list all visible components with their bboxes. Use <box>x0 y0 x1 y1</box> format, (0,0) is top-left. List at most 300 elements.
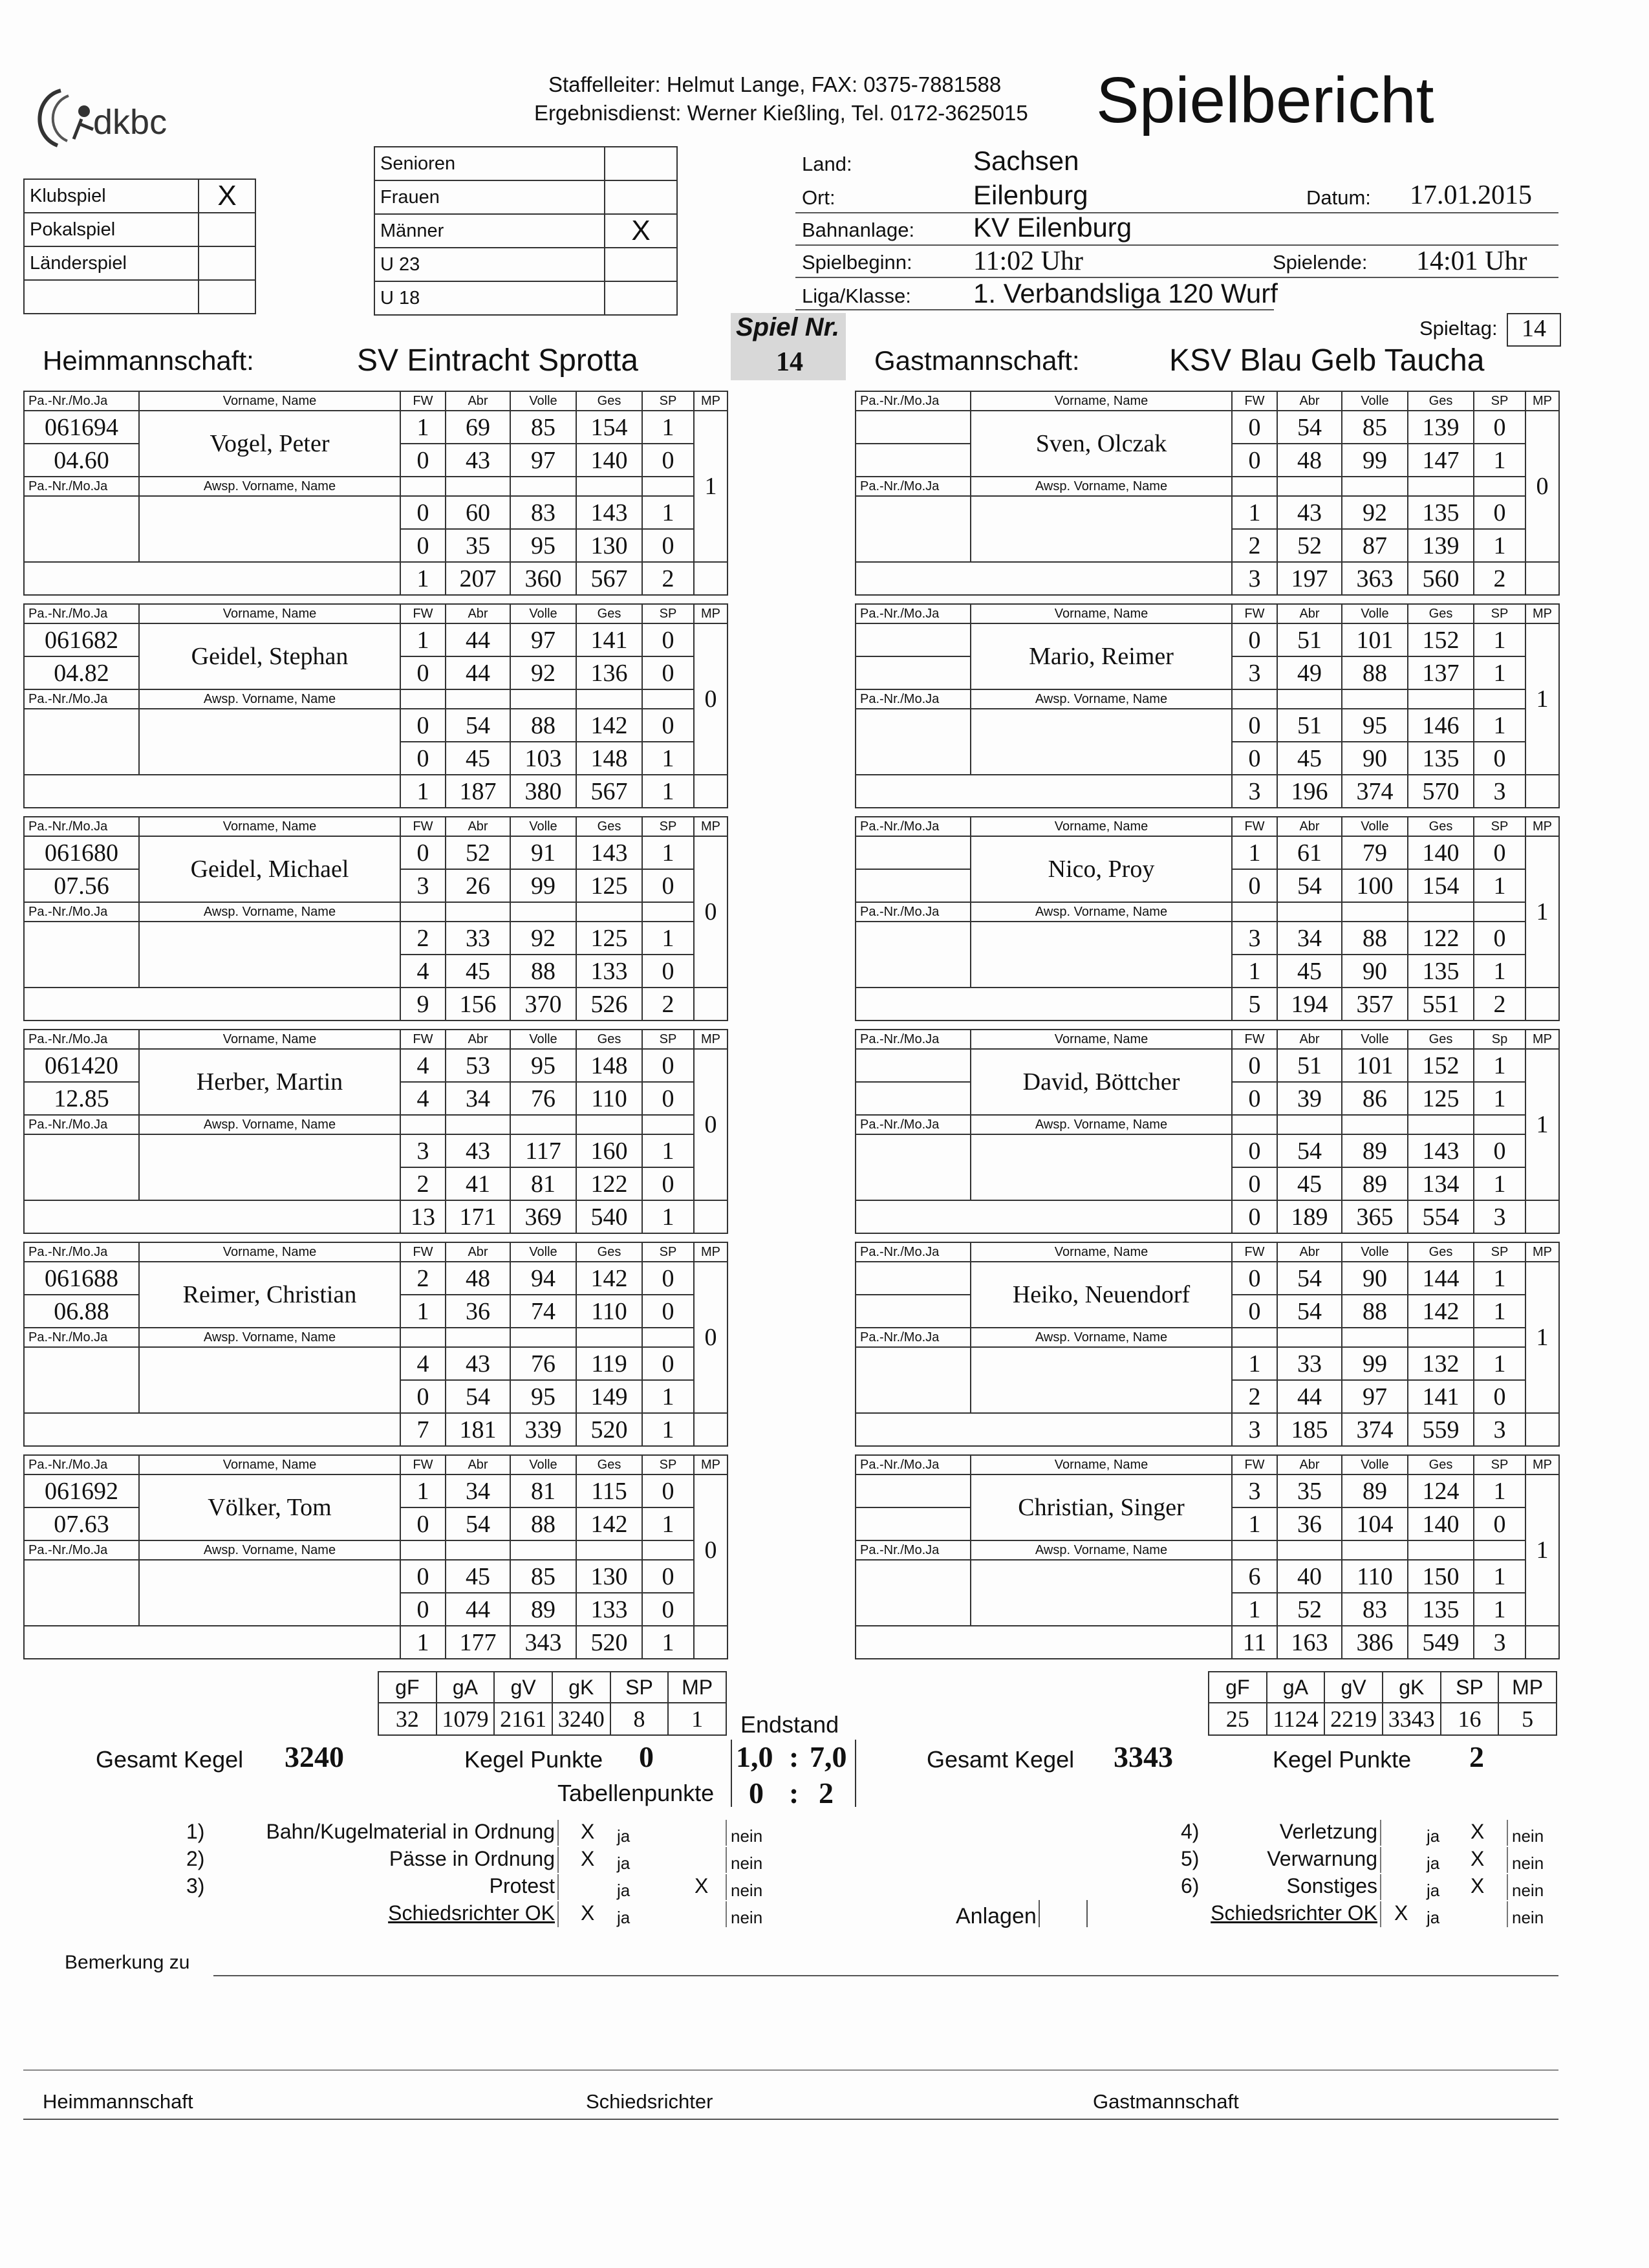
total-cell: 2 <box>1474 562 1525 595</box>
mp-header: MP <box>1525 1030 1559 1049</box>
mp-header: MP <box>1525 1455 1559 1474</box>
land-value: Sachsen <box>973 146 1079 176</box>
score-cell: 69 <box>446 411 510 444</box>
score-cell: 45 <box>1277 1167 1342 1200</box>
score-cell: 34 <box>446 1474 510 1507</box>
volle-header: Volle <box>1342 1242 1408 1262</box>
total-cell: 0 <box>1232 1200 1277 1233</box>
score-cell: 60 <box>446 496 510 529</box>
spiel-nr-value: 14 <box>776 347 803 377</box>
score-cell: 0 <box>1232 1167 1277 1200</box>
score-cell: 43 <box>446 444 510 477</box>
pnr-header: Pa.-Nr./Mo.Ja <box>24 477 139 496</box>
score-cell: 92 <box>510 922 576 955</box>
totals-header: gV <box>1324 1672 1383 1703</box>
score-cell: 54 <box>446 1507 510 1540</box>
total-cell: 156 <box>446 988 510 1021</box>
abr-header: Abr <box>1277 1030 1342 1049</box>
total-cell: 171 <box>446 1200 510 1233</box>
volle-header: Volle <box>510 604 576 623</box>
totals-header: SP <box>610 1672 669 1703</box>
score-cell: 1 <box>1474 1560 1525 1593</box>
score-cell: 135 <box>1408 742 1474 775</box>
page-title: Spielbericht <box>1096 64 1434 136</box>
score-cell: 54 <box>1277 1134 1342 1167</box>
player-name: Mario, Reimer <box>971 623 1232 689</box>
score-cell: 53 <box>446 1049 510 1082</box>
spieltag-value: 14 <box>1507 313 1561 347</box>
pnr-header: Pa.-Nr./Mo.Ja <box>24 817 139 836</box>
name-header: Vorname, Name <box>139 1030 400 1049</box>
check-label: Verwarnung <box>1267 1847 1377 1870</box>
score-cell: 103 <box>510 742 576 775</box>
spiel-nr-label: Spiel Nr. <box>736 313 840 341</box>
totals-value: 3343 <box>1383 1703 1441 1735</box>
score-cell: 110 <box>576 1295 642 1328</box>
mp-header: MP <box>694 391 727 411</box>
score-cell: 0 <box>1232 742 1277 775</box>
pnr-header: Pa.-Nr./Mo.Ja <box>856 689 971 709</box>
score-cell: 1 <box>1474 1262 1525 1295</box>
volle-header: Volle <box>510 1242 576 1262</box>
player-number: 061694 <box>24 411 139 444</box>
score-cell: 41 <box>446 1167 510 1200</box>
check-nein-label: nein <box>731 1853 763 1873</box>
total-cell: 374 <box>1342 775 1408 808</box>
check-ja-label: ja <box>1427 1853 1440 1873</box>
sp-header: SP <box>1474 604 1525 623</box>
total-cell: 7 <box>400 1413 446 1446</box>
score-cell: 54 <box>1277 1295 1342 1328</box>
name-header: Vorname, Name <box>971 1030 1232 1049</box>
guest-player-table <box>855 816 1560 1021</box>
spielende-value: 14:01 Uhr <box>1416 246 1527 276</box>
category-label: U 23 <box>374 248 605 281</box>
total-cell: 567 <box>576 562 642 595</box>
total-cell: 374 <box>1342 1413 1408 1446</box>
sp-header: SP <box>642 1455 694 1474</box>
total-cell: 554 <box>1408 1200 1474 1233</box>
player-number <box>856 1049 971 1082</box>
player-mp: 1 <box>1525 623 1559 775</box>
ort-label: Ort: <box>802 186 835 209</box>
score-cell: 0 <box>1474 1507 1525 1540</box>
tabellenpunkte-guest: 2 <box>819 1777 834 1809</box>
score-cell: 97 <box>510 623 576 656</box>
score-cell: 1 <box>400 411 446 444</box>
total-cell: 363 <box>1342 562 1408 595</box>
score-cell: 95 <box>510 529 576 562</box>
score-cell: 99 <box>510 869 576 902</box>
score-cell: 1 <box>642 1380 694 1413</box>
check-nein-label: nein <box>1512 1826 1544 1846</box>
dkbc-logo <box>22 78 184 155</box>
check-nein-mark: X <box>1471 1874 1485 1897</box>
spielbeginn-value: 11:02 Uhr <box>973 246 1083 276</box>
score-cell: 44 <box>446 1593 510 1626</box>
total-cell: 380 <box>510 775 576 808</box>
score-cell: 140 <box>576 444 642 477</box>
home-team-label: Heimmannschaft: <box>43 345 254 376</box>
score-cell: 1 <box>1474 656 1525 689</box>
signature-referee: Schiedsrichter <box>586 2090 713 2113</box>
name-header: Vorname, Name <box>139 391 400 411</box>
ges-header: Ges <box>1408 1455 1474 1474</box>
totals-value: 2161 <box>494 1703 552 1735</box>
category-mark <box>605 248 677 281</box>
score-cell: 83 <box>1342 1593 1408 1626</box>
score-cell: 97 <box>510 444 576 477</box>
mp-header: MP <box>1525 817 1559 836</box>
score-cell: 0 <box>642 656 694 689</box>
score-cell: 0 <box>642 1347 694 1380</box>
endstand-label: Endstand <box>740 1711 839 1738</box>
score-cell: 4 <box>400 1347 446 1380</box>
score-cell: 1 <box>1232 496 1277 529</box>
pnr-header: Pa.-Nr./Mo.Ja <box>24 902 139 922</box>
tabellenpunkte-colon: : <box>789 1777 799 1809</box>
check-ja-mark: X <box>581 1847 595 1870</box>
player-number: 061692 <box>24 1474 139 1507</box>
abr-header: Abr <box>446 817 510 836</box>
volle-header: Volle <box>510 391 576 411</box>
home-player-table <box>23 391 728 596</box>
player-mp: 1 <box>1525 1262 1559 1413</box>
score-cell: 0 <box>400 836 446 869</box>
guest-player-table <box>855 1242 1560 1447</box>
score-cell: 0 <box>642 529 694 562</box>
player-mp: 1 <box>1525 836 1559 988</box>
score-cell: 0 <box>642 1593 694 1626</box>
score-cell: 44 <box>1277 1380 1342 1413</box>
sp-header: SP <box>1474 817 1525 836</box>
check-label: Bahn/Kugelmaterial in Ordnung <box>266 1820 555 1843</box>
player-number <box>856 1262 971 1295</box>
total-cell: 339 <box>510 1413 576 1446</box>
home-player-table <box>23 1242 728 1447</box>
total-cell: 1 <box>400 562 446 595</box>
total-cell: 1 <box>400 1626 446 1659</box>
player-mp: 0 <box>694 836 727 988</box>
score-cell: 0 <box>642 1295 694 1328</box>
totals-header: gF <box>1209 1672 1267 1703</box>
ges-header: Ges <box>576 817 642 836</box>
player-dob <box>856 1082 971 1115</box>
totals-value: 32 <box>378 1703 436 1735</box>
score-cell: 2 <box>400 922 446 955</box>
score-cell: 61 <box>1277 836 1342 869</box>
score-cell: 89 <box>510 1593 576 1626</box>
score-cell: 4 <box>400 1082 446 1115</box>
bahnanlage-label: Bahnanlage: <box>802 219 915 241</box>
category-table <box>374 146 678 316</box>
score-cell: 100 <box>1342 869 1408 902</box>
score-cell: 0 <box>1232 1134 1277 1167</box>
player-number: 061682 <box>24 623 139 656</box>
check-ja-label: ja <box>617 1853 630 1873</box>
ges-header: Ges <box>576 1242 642 1262</box>
score-cell: 1 <box>1474 1082 1525 1115</box>
total-cell: 2 <box>642 562 694 595</box>
name-header: Vorname, Name <box>139 817 400 836</box>
home-team-name: SV Eintracht Sprotta <box>357 343 638 378</box>
check-nein-label: nein <box>731 1826 763 1846</box>
score-cell: 49 <box>1277 656 1342 689</box>
name-header: Vorname, Name <box>971 391 1232 411</box>
score-cell: 110 <box>1342 1560 1408 1593</box>
score-cell: 0 <box>642 623 694 656</box>
player-dob <box>856 1295 971 1328</box>
score-cell: 122 <box>576 1167 642 1200</box>
total-cell: 1 <box>400 775 446 808</box>
total-cell: 559 <box>1408 1413 1474 1446</box>
home-player-table <box>23 816 728 1021</box>
score-cell: 45 <box>1277 742 1342 775</box>
guest-totals-table <box>1208 1671 1557 1736</box>
totals-header: MP <box>668 1672 726 1703</box>
score-cell: 34 <box>1277 922 1342 955</box>
score-cell: 143 <box>576 496 642 529</box>
totals-value: 3240 <box>552 1703 610 1735</box>
score-cell: 0 <box>400 1560 446 1593</box>
score-cell: 51 <box>1277 1049 1342 1082</box>
total-cell: 567 <box>576 775 642 808</box>
score-cell: 0 <box>1474 836 1525 869</box>
ges-header: Ges <box>1408 1030 1474 1049</box>
total-cell: 13 <box>400 1200 446 1233</box>
abr-header: Abr <box>1277 817 1342 836</box>
score-cell: 154 <box>1408 869 1474 902</box>
pnr-header: Pa.-Nr./Mo.Ja <box>24 1455 139 1474</box>
score-cell: 0 <box>400 709 446 742</box>
sp-header: SP <box>642 1030 694 1049</box>
fw-header: FW <box>1232 1030 1277 1049</box>
score-cell: 0 <box>1474 1134 1525 1167</box>
score-cell: 1 <box>642 922 694 955</box>
player-mp: 0 <box>694 1262 727 1413</box>
score-cell: 119 <box>576 1347 642 1380</box>
mp-header: MP <box>694 604 727 623</box>
pnr-header: Pa.-Nr./Mo.Ja <box>24 1030 139 1049</box>
tabellenpunkte-home: 0 <box>749 1777 764 1809</box>
total-cell: 386 <box>1342 1626 1408 1659</box>
score-cell: 146 <box>1408 709 1474 742</box>
pnr-header: Pa.-Nr./Mo.Ja <box>24 1540 139 1560</box>
score-cell: 2 <box>400 1262 446 1295</box>
score-cell: 150 <box>1408 1560 1474 1593</box>
sp-header: SP <box>642 1242 694 1262</box>
pnr-header: Pa.-Nr./Mo.Ja <box>856 1115 971 1134</box>
score-cell: 54 <box>1277 411 1342 444</box>
score-cell: 132 <box>1408 1347 1474 1380</box>
player-mp: 0 <box>694 1474 727 1626</box>
score-cell: 85 <box>1342 411 1408 444</box>
score-cell: 154 <box>576 411 642 444</box>
pnr-header: Pa.-Nr./Mo.Ja <box>856 1030 971 1049</box>
name-header: Vorname, Name <box>139 1242 400 1262</box>
score-cell: 133 <box>576 1593 642 1626</box>
pnr-header: Pa.-Nr./Mo.Ja <box>856 1540 971 1560</box>
total-cell: 560 <box>1408 562 1474 595</box>
total-cell: 357 <box>1342 988 1408 1021</box>
score-cell: 137 <box>1408 656 1474 689</box>
score-cell: 4 <box>400 1049 446 1082</box>
score-cell: 0 <box>400 444 446 477</box>
score-cell: 140 <box>1408 836 1474 869</box>
score-cell: 0 <box>1232 444 1277 477</box>
score-cell: 99 <box>1342 444 1408 477</box>
total-cell: 5 <box>1232 988 1277 1021</box>
mp-header: MP <box>1525 1242 1559 1262</box>
score-cell: 1 <box>1474 869 1525 902</box>
check-number: 3) <box>186 1874 205 1897</box>
ort-value: Eilenburg <box>973 180 1088 210</box>
liga-value: 1. Verbandsliga 120 Wurf <box>973 278 1278 308</box>
score-cell: 90 <box>1342 1262 1408 1295</box>
totals-value: 1079 <box>436 1703 495 1735</box>
score-cell: 0 <box>1474 1380 1525 1413</box>
home-player-table <box>23 603 728 808</box>
score-cell: 136 <box>576 656 642 689</box>
check-number: 2) <box>186 1847 205 1870</box>
total-cell: 3 <box>1232 562 1277 595</box>
name-header: Vorname, Name <box>971 604 1232 623</box>
score-cell: 45 <box>446 1560 510 1593</box>
abr-header: Abr <box>1277 1242 1342 1262</box>
score-cell: 0 <box>1232 869 1277 902</box>
home-player-table <box>23 1029 728 1234</box>
score-cell: 142 <box>576 1507 642 1540</box>
awsp-header: Awsp. Vorname, Name <box>971 477 1232 496</box>
score-cell: 3 <box>1232 656 1277 689</box>
endstand-colon: : <box>789 1740 799 1773</box>
sp-header: SP <box>1474 1455 1525 1474</box>
score-cell: 1 <box>1474 955 1525 988</box>
guest-player-table <box>855 1029 1560 1234</box>
score-cell: 35 <box>1277 1474 1342 1507</box>
score-cell: 6 <box>1232 1560 1277 1593</box>
check-ja-mark: X <box>581 1820 595 1843</box>
guest-team-label: Gastmannschaft: <box>874 345 1080 376</box>
score-cell: 1 <box>1232 1507 1277 1540</box>
score-cell: 4 <box>400 955 446 988</box>
score-cell: 45 <box>1277 955 1342 988</box>
endstand-guest: 7,0 <box>810 1740 847 1773</box>
score-cell: 88 <box>1342 656 1408 689</box>
score-cell: 1 <box>1474 623 1525 656</box>
total-cell: 549 <box>1408 1626 1474 1659</box>
score-cell: 0 <box>1232 1082 1277 1115</box>
check-label: Schiedsrichter OK <box>388 1901 555 1925</box>
check-ja-mark: X <box>581 1901 595 1925</box>
match-type-table <box>23 178 256 314</box>
category-label: Frauen <box>374 180 605 214</box>
score-cell: 1 <box>1474 1049 1525 1082</box>
total-cell: 187 <box>446 775 510 808</box>
awsp-header: Awsp. Vorname, Name <box>139 902 400 922</box>
total-cell: 3 <box>1474 1413 1525 1446</box>
awsp-header: Awsp. Vorname, Name <box>139 689 400 709</box>
name-header: Vorname, Name <box>971 1455 1232 1474</box>
fw-header: FW <box>400 604 446 623</box>
score-cell: 1 <box>400 1295 446 1328</box>
score-cell: 3 <box>1232 1474 1277 1507</box>
score-cell: 142 <box>576 709 642 742</box>
score-cell: 1 <box>1474 1347 1525 1380</box>
total-cell: 9 <box>400 988 446 1021</box>
score-cell: 135 <box>1408 1593 1474 1626</box>
score-cell: 0 <box>642 1262 694 1295</box>
score-cell: 148 <box>576 1049 642 1082</box>
score-cell: 74 <box>510 1295 576 1328</box>
total-cell: 163 <box>1277 1626 1342 1659</box>
player-name: Nico, Proy <box>971 836 1232 902</box>
abr-header: Abr <box>1277 1455 1342 1474</box>
player-mp: 0 <box>1525 411 1559 562</box>
score-cell: 104 <box>1342 1507 1408 1540</box>
score-cell: 125 <box>576 922 642 955</box>
ergebnisdienst-text: Ergebnisdienst: Werner Kießling, Tel. 0172-3625015 <box>534 101 1028 125</box>
category-mark <box>605 147 677 180</box>
score-cell: 130 <box>576 1560 642 1593</box>
score-cell: 1 <box>642 1507 694 1540</box>
score-cell: 0 <box>642 709 694 742</box>
score-cell: 122 <box>1408 922 1474 955</box>
score-cell: 89 <box>1342 1474 1408 1507</box>
category-mark <box>605 281 677 315</box>
check-label: Verletzung <box>1279 1820 1377 1843</box>
abr-header: Abr <box>446 604 510 623</box>
score-cell: 0 <box>1474 496 1525 529</box>
player-mp: 0 <box>694 623 727 775</box>
land-label: Land: <box>802 153 852 175</box>
ges-header: Ges <box>1408 1242 1474 1262</box>
player-dob: 06.88 <box>24 1295 139 1328</box>
score-cell: 1 <box>1474 529 1525 562</box>
score-cell: 0 <box>1474 742 1525 775</box>
score-cell: 141 <box>576 623 642 656</box>
ges-header: Ges <box>1408 604 1474 623</box>
score-cell: 1 <box>1474 1474 1525 1507</box>
check-nein-mark: X <box>1471 1847 1485 1870</box>
total-cell: 365 <box>1342 1200 1408 1233</box>
check-ja-label: ja <box>1427 1826 1440 1846</box>
score-cell: 97 <box>1342 1380 1408 1413</box>
score-cell: 2 <box>400 1167 446 1200</box>
sp-header: SP <box>1474 1242 1525 1262</box>
score-cell: 0 <box>400 1593 446 1626</box>
score-cell: 152 <box>1408 1049 1474 1082</box>
pnr-header: Pa.-Nr./Mo.Ja <box>24 1328 139 1347</box>
check-nein-label: nein <box>1512 1853 1544 1873</box>
score-cell: 76 <box>510 1347 576 1380</box>
score-cell: 85 <box>510 1560 576 1593</box>
total-cell: 3 <box>1232 775 1277 808</box>
score-cell: 45 <box>446 742 510 775</box>
guest-kegelpunkte-value: 2 <box>1469 1740 1484 1773</box>
ges-header: Ges <box>576 1030 642 1049</box>
score-cell: 90 <box>1342 742 1408 775</box>
abr-header: Abr <box>1277 391 1342 411</box>
spielbeginn-label: Spielbeginn: <box>802 251 912 274</box>
pnr-header: Pa.-Nr./Mo.Ja <box>24 689 139 709</box>
check-nein-label: nein <box>1512 1908 1544 1927</box>
awsp-header: Awsp. Vorname, Name <box>971 902 1232 922</box>
guest-player-table <box>855 603 1560 808</box>
total-cell: 3 <box>1232 1413 1277 1446</box>
guest-gesamt-label: Gesamt Kegel <box>927 1746 1075 1773</box>
score-cell: 0 <box>642 1560 694 1593</box>
